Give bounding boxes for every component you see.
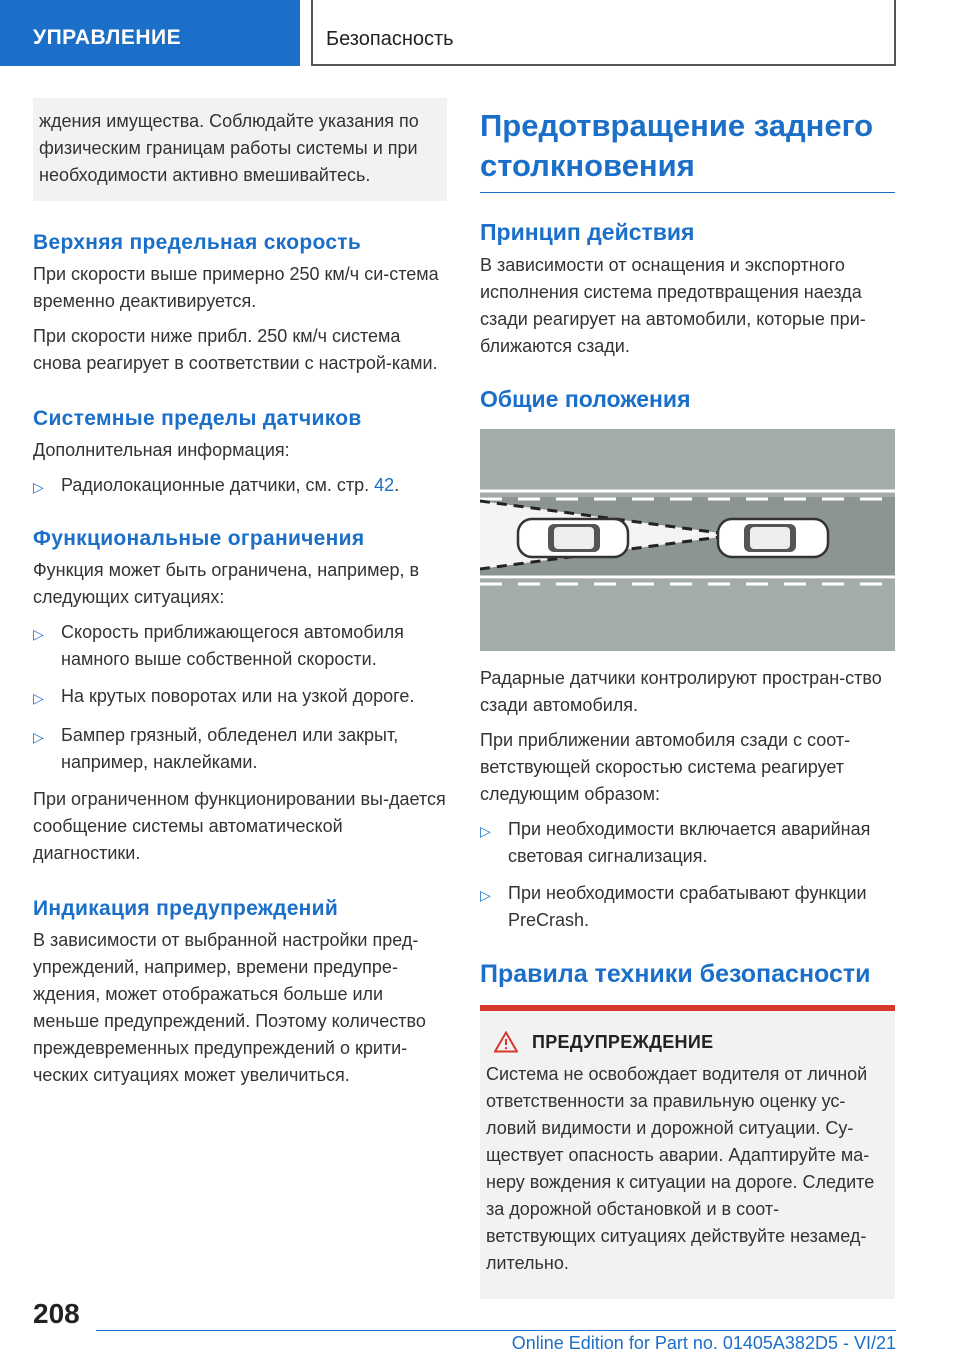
header-chapter-label: Безопасность xyxy=(326,28,454,50)
warning-text: Система не освобождает водителя от личной ответственности за правильную оценку ус-ловий видимости и дорожной ситуации. Су-ществует опасность аварии. Адаптируйте ма-неру вождения к ситуации на дороге. Следите за дорожной обстановкой и в соот-ветствующих ситуациях действуйте незамед-лительно. xyxy=(486,1064,875,1273)
list-item xyxy=(480,880,895,934)
list-item-text: На крутых поворотах или на узкой дороге. xyxy=(61,686,415,706)
page-title: Предотвращение заднего столкновения xyxy=(480,106,895,193)
header-section-label: УПРАВЛЕНИЕ xyxy=(33,26,182,49)
safety-heading: Правила техники безопасности xyxy=(480,960,895,1011)
triangle-right-icon: ▷ xyxy=(33,729,44,745)
list-item-text: При необходимости срабатывают функции PreCrash. xyxy=(508,883,867,930)
list-item xyxy=(33,722,447,776)
speed-paragraph-2: При скорости ниже прибл. 250 км/ч система снова реагирует в соответствии с настрой-ками. xyxy=(33,326,438,373)
intro-text: ждения имущества. Соблюдайте указания по физическим границам работы системы и при необходимости активно вмешивайтесь. xyxy=(39,111,419,185)
warning-indication-paragraph: В зависимости от выбранной настройки пред-упреждений, например, времени предупре-ждения, может отображаться больше или меньше предупреждений. Поэтому количество преждевременных предупреждений о крити-ческих ситуациях может увеличиться. xyxy=(33,930,426,1085)
sensor-heading: Системные пределы датчиков xyxy=(33,407,362,430)
list-item-text: Бампер грязный, обледенел или закрыт, например, наклейками. xyxy=(61,725,399,772)
list-item xyxy=(33,619,447,673)
list-item xyxy=(33,472,447,501)
footer-edition: Online Edition for Part no. 01405A382D5 - VI/21 xyxy=(511,1333,896,1353)
list-item-text xyxy=(61,472,447,501)
right-column xyxy=(480,98,895,1299)
left-column xyxy=(33,98,447,1097)
warning-title: ПРЕДУПРЕЖДЕНИЕ xyxy=(532,1031,714,1052)
triangle-right-icon: ▷ xyxy=(33,479,44,495)
principle-paragraph: В зависимости от оснащения и экспортного исполнения система предотвращения наезда сзади реагирует на автомобили, которые при-ближаются сзади. xyxy=(480,255,866,356)
speed-paragraph-1: При скорости выше примерно 250 км/ч си-стема временно деактивируется. xyxy=(33,264,439,311)
warning-box xyxy=(480,1011,895,1299)
triangle-right-icon: ▷ xyxy=(33,690,44,706)
triangle-right-icon: ▷ xyxy=(33,626,44,642)
warning-indication-heading: Индикация предупреждений xyxy=(33,897,339,920)
list-item xyxy=(33,683,447,712)
warning-triangle-icon xyxy=(494,1031,518,1053)
rear-radar-illustration xyxy=(480,429,895,651)
general-heading: Общие положения xyxy=(480,386,691,412)
func-paragraph-2: При ограниченном функционировании вы-дается сообщение системы автоматической диагностики. xyxy=(33,789,446,863)
sensor-item-label: Радиолокационные датчики, см. стр. xyxy=(61,475,375,495)
intro-box xyxy=(33,98,447,201)
list-item xyxy=(480,816,895,870)
general-paragraph-2: При приближении автомобиля сзади с соот-ветствующей скоростью система реагирует следующим образом: xyxy=(480,730,851,804)
general-paragraph-1: Радарные датчики контролируют простран-ство сзади автомобиля. xyxy=(480,668,882,715)
speed-heading: Верхняя предельная скорость xyxy=(33,231,362,254)
principle-heading: Принцип действия xyxy=(480,219,695,245)
func-heading: Функциональные ограничения xyxy=(33,527,365,550)
footer-divider xyxy=(96,1330,896,1331)
rear-car-icon xyxy=(518,519,628,557)
func-paragraph-1: Функция может быть ограничена, например, в следующих ситуациях: xyxy=(33,560,420,607)
triangle-right-icon: ▷ xyxy=(480,887,491,903)
page-number: 208 xyxy=(33,1298,80,1329)
list-item-text: Скорость приближающегося автомобиля намного выше собственной скорости. xyxy=(61,622,404,669)
warning-header xyxy=(486,1031,885,1053)
road-scene-svg xyxy=(480,429,895,651)
sensor-item-end: . xyxy=(394,475,400,495)
own-car-icon xyxy=(718,519,828,557)
sensor-paragraph: Дополнительная информация: xyxy=(33,440,290,460)
list-item-text: При необходимости включается аварийная световая сигнализация. xyxy=(508,819,871,866)
triangle-right-icon: ▷ xyxy=(480,823,491,839)
page-link[interactable]: 42 xyxy=(374,475,395,495)
